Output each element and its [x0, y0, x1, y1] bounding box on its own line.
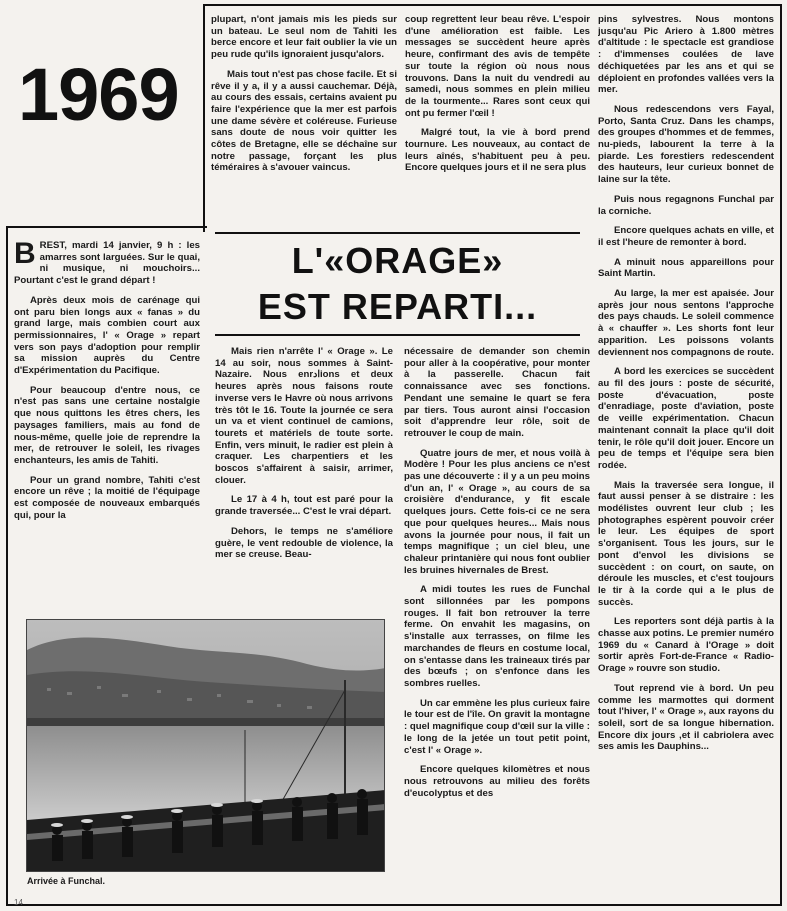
paragraph: Puis nous regagnons Funchal par la corniche.: [598, 193, 774, 217]
paragraph: coup regrettent leur beau rêve. L'espoir d'une amélioration est faible. Les messages se succèdent heure après heure, confirmant des avis de tempête sur toute la région où nous nous trouvons. Dans la nuit du vendredi au samedi, nous sommes en plein milieu de la tourmente... Rares sont ceux qui ont pu fermer l'œil !: [405, 14, 590, 119]
harbor-photo: [26, 619, 385, 872]
paragraph: Mais rien n'arrête l' « Orage ». Le 14 au soir, nous sommes à Saint-Nazaire. Nous enrادions et deux heures après nous faisons route inverse vers le Havre où nous arrivons très tôt le 16. Toute la journée ce sera un va et vient continuel de camions, tourets et matériels de toute sorte. Enfin, vers minuit, le radier est plein à craquer. Les charpentiers et les boscos s'affairent à saisir, arrimer, clouer.: [215, 346, 393, 486]
paragraph: Nous redescendons vers Fayal, Porto, Santa Cruz. Dans les champs, des groupes d'hommes et de femmes, nu-pieds, labourent la terre à la piarde. Les forestiers redescendent des hauteurs, leur curieux bonnet de laine sur la tête.: [598, 103, 774, 186]
page-number: 14: [14, 898, 23, 907]
headline: [215, 232, 580, 336]
lead-paragraph: BREST, mardi 14 janvier, 9 h : les amarres sont larguées. Sur le quai, ni musique, ni mouchoirs... Pourtant c'est le grand départ !: [14, 240, 200, 287]
left-column: [14, 240, 200, 612]
paragraph: Après deux mois de carénage qui ont paru bien longs aux « fanas » du grand large, mais combien court aux permissionnaires, l' « Orage » repart vers son pays d'adoption pour remplir sa mission auprès du Centre d'Expérimentation du Pacifique.: [14, 294, 200, 377]
center-column: [404, 346, 590, 894]
harbor-photo-image: [27, 620, 385, 872]
paragraph: Au large, la mer est apaisée. Jour après jour nous sentons l'approche des pays chauds. Le soleil commence à « chauffer ». Les shorts font leur apparition. Les poissons volants deviennent nos compagnons de route.: [598, 288, 774, 358]
paragraph: plupart, n'ont jamais mis les pieds sur un bateau. Le seul nom de Tahiti les berce encore et leur fait oublier la vie un peu rude qu'ils ignoraient jusqu'alors.: [211, 14, 397, 61]
paragraph: Malgré tout, la vie à bord prend tournure. Les nouveaux, au contact de leurs aînés, s'habituent peu à peu. Encore quelques jours et il ne sera plus: [405, 127, 590, 174]
paragraph: Pour un grand nombre, Tahiti c'est encore un rêve ; la moitié de l'équipage est composée de nouveaux embarqués qui, pour la: [14, 474, 200, 521]
middle-column: [215, 346, 393, 612]
right-column: [598, 14, 774, 894]
paragraph: Un car emmène les plus curieux faire le tour est de l'île. On gravit la montagne : quel magnifique coup d'œil sur la ville : le long de la jetée un tout petit point, c'est l' « Orage ».: [404, 697, 590, 756]
paragraph: A midi toutes les rues de Funchal sont sillonnées par les pompons rouges. Il fait bon retrouver la terre ferme. On envahit les magasins, on s'installe aux terrasses, on filme les marchandes de fleurs en costume local, on s'entasse dans les traineaux tirés par des bœufs ; on s'enfonce dans les sombres ruelles.: [404, 584, 590, 689]
paragraph: Les reporters sont déjà partis à la chasse aux potins. Le premier numéro 1969 du « Canard à l'Orage » doit sortir après Fort-de-France « Radio-Orage » rouvre son studio.: [598, 616, 774, 675]
paragraph: Encore quelques kilomètres et nous nous retrouvons au milieu des forêts d'eucolyptus et des: [404, 764, 590, 799]
top-column-2: [405, 14, 590, 224]
paragraph: Dehors, le temps ne s'améliore guère, le vent redouble de violence, la mer se creuse. Beau-: [215, 525, 393, 561]
paragraph: A minuit nous appareillons pour Saint Martin.: [598, 256, 774, 280]
paragraph: Le 17 à 4 h, tout est paré pour la grande traversée... C'est le vrai départ.: [215, 494, 393, 518]
dropcap: B: [14, 240, 36, 270]
paragraph: pins sylvestres. Nous montons jusqu'au Pic Ariero à 1.800 mètres d'altitude : le spectacle est grandiose : d'immenses coulées de lave déchiquetées par les ans et qui se déploient en profondes vallées vers la mer.: [598, 14, 774, 96]
photo-caption: Arrivée à Funchal.: [27, 876, 106, 886]
top-column-1: [211, 14, 397, 224]
paragraph: nécessaire de demander son chemin pour aller à la coopérative, pour monter à la passerelle. Chacun fait connaissance avec ses fonctions. Pendant une semaine le quart se fera par tiers. Tous auront ainsi l'occasion soit d'apprendre leur rôle, soit de retrouver le coup de main.: [404, 346, 590, 439]
paragraph: Mais la traversée sera longue, il faut aussi penser à se distraire : les modélistes ouvrent leur club ; les photographes espèrent pouvoir créer le leur. Les équipes de sport s'organisent. Tous les jours, sur le pont d'envol les divisions se succèdent : on court, on saute, on déroule les muscles, et c'est toujours le tir à la corde qui a le plus de succès.: [598, 479, 774, 608]
paragraph: Mais tout n'est pas chose facile. Et si rêve il y a, il y a aussi cauchemar. Déjà, au cours des essais, certains avaient pu faire l'expérience que la mer est parfois une dame sévère et coléreuse. Furieuse sans doute de nous voir quitter les côtes de Bretagne, elle se déchaîne sur notre passage, forçant les plus téméraires à s'avouer vaincus.: [211, 68, 397, 174]
headline-line-2: EST REPARTI...: [257, 286, 538, 327]
headline-line-1: L'«ORAGE»: [291, 240, 504, 281]
paragraph: A bord les exercices se succèdent au fil des jours : poste de sécurité, poste d'évacuation, poste d'enradiage, poste d'aviation, poste de veille expérimentation. Chacun maintenant connaît la place qu'il doit tenir, le rôle qu'il doit jouer. Encore un peu de temps et l'équipe sera bien rodée.: [598, 366, 774, 471]
paragraph: Quatre jours de mer, et nous voilà à Modère ! Pour les plus anciens ce n'est pas une découverte : il y a un peu moins d'un an, l' « Orage », au cours de sa croisière d'endurance, y fit escale quelques jours. Cette fois-ci ce ne sera que pour quelques heures... Mais nous avons la journée pour nous, il fait un temps magnifique ; un ciel bleu, une chaleur printanière qui nous font oublier les bruines hivernales de Brest.: [404, 447, 590, 576]
year-title: 1969: [18, 53, 179, 136]
paragraph: Pour beaucoup d'entre nous, ce n'est pas sans une certaine nostalgie que nous quittons les êtres chers, les paysages familiers, mais au fond de nous-même, quelle joie de reprendre la mer, de retrouver le soleil, les rivages enchanteurs, les amis de Tahiti.: [14, 384, 200, 466]
paragraph: Tout reprend vie à bord. Un peu comme les marmottes qui dorment tout l'hiver, l' « Orage », aux rayons du soleil, sort de sa longue hibernation. Encore dix jours ,et il cabriolera avec ses amis les Dauphins...: [598, 682, 774, 753]
paragraph: Encore quelques achats en ville, et il est l'heure de remonter à bord.: [598, 225, 774, 248]
